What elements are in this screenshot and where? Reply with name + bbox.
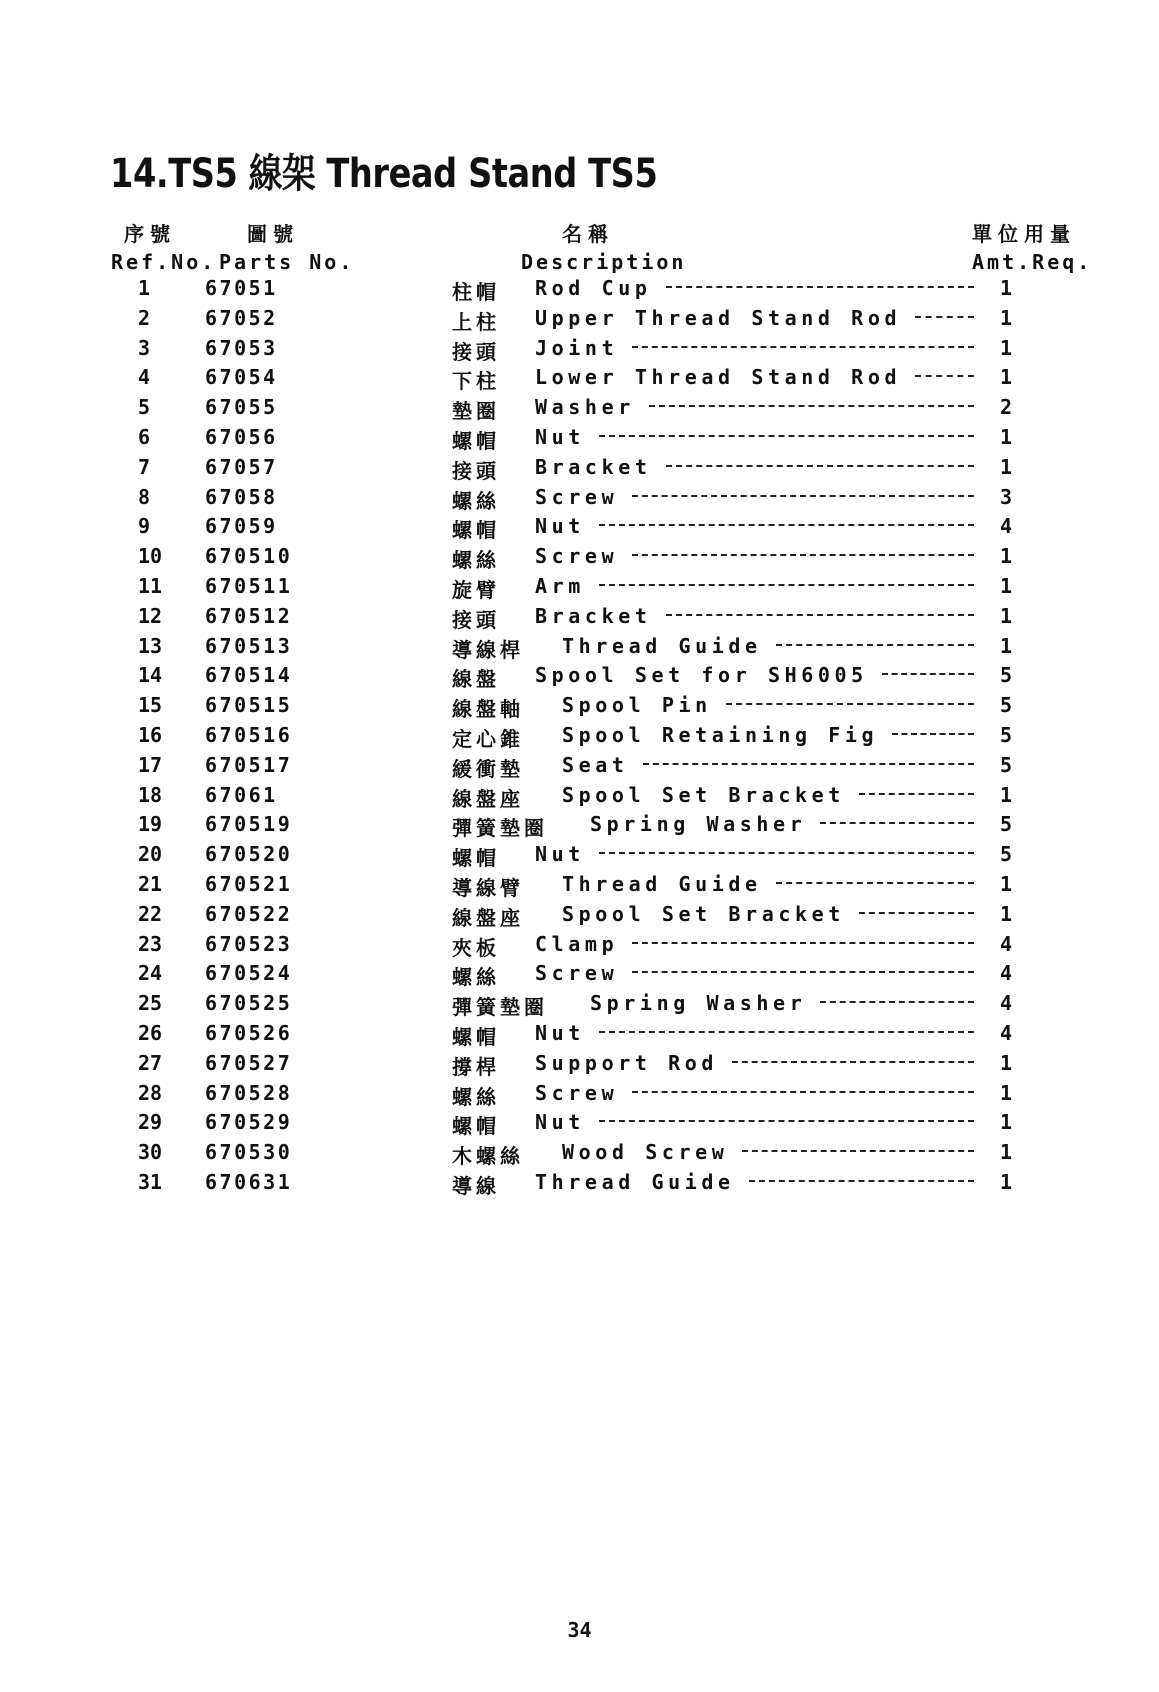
- leader-dashes: [643, 763, 974, 765]
- description: [535, 395, 974, 419]
- part-number: 67058: [205, 484, 278, 509]
- description-text: Joint: [535, 335, 619, 360]
- ref-number: 8: [138, 484, 151, 509]
- chinese-name: 木螺絲: [452, 1144, 524, 1169]
- table-row: [0, 423, 1159, 453]
- description: [535, 276, 974, 300]
- chinese-name: 柱帽: [452, 280, 500, 304]
- part-number: 670528: [205, 1080, 293, 1105]
- description: [535, 336, 974, 360]
- quantity: 1: [1000, 454, 1013, 479]
- description-text: Thread Guide: [562, 633, 762, 658]
- description-text: Spool Set Bracket: [562, 901, 845, 926]
- description: [590, 991, 974, 1015]
- description-text: Spring Washer: [590, 991, 807, 1016]
- description: [535, 1081, 974, 1105]
- part-number: 670519: [205, 812, 293, 837]
- table-row: [0, 483, 1159, 513]
- description-text: Lower Thread Stand Rod: [535, 365, 902, 390]
- ref-number: 3: [138, 335, 151, 360]
- chinese-name: 線盤座: [452, 905, 524, 930]
- description-text: Screw: [535, 1080, 619, 1105]
- part-number: 670526: [205, 1020, 293, 1045]
- description: [590, 812, 974, 836]
- chinese-name: 螺帽: [452, 846, 500, 871]
- description: [562, 753, 974, 777]
- table-row: [0, 542, 1159, 572]
- ref-number: 29: [138, 1110, 163, 1135]
- table-row: [0, 304, 1159, 334]
- quantity: 4: [1000, 991, 1013, 1016]
- part-number: 67053: [205, 335, 278, 360]
- quantity: 4: [1000, 931, 1013, 956]
- description: [535, 932, 974, 956]
- amt-header-cn: 單位用量: [972, 222, 1076, 246]
- quantity: 1: [1000, 1110, 1013, 1135]
- part-number: 67052: [205, 305, 278, 330]
- part-number: 670510: [205, 544, 293, 569]
- ref-number: 2: [138, 305, 151, 330]
- quantity: 5: [1000, 663, 1013, 688]
- description: [535, 604, 974, 628]
- part-number: 670521: [205, 871, 293, 896]
- description: [562, 693, 974, 717]
- ref-number: 17: [138, 752, 163, 777]
- ref-number: 7: [138, 454, 151, 479]
- description: [535, 425, 974, 449]
- ref-number: 27: [138, 1050, 163, 1075]
- table-row: [0, 602, 1159, 632]
- quantity: 1: [1000, 1050, 1013, 1075]
- table-row: [0, 1049, 1159, 1079]
- leader-dashes: [732, 1061, 974, 1063]
- part-number: 67059: [205, 514, 278, 539]
- parts-list: [0, 274, 1159, 1198]
- quantity: 1: [1000, 782, 1013, 807]
- quantity: 4: [1000, 1020, 1013, 1045]
- ref-number: 15: [138, 693, 163, 718]
- table-row: [0, 810, 1159, 840]
- quantity: 1: [1000, 276, 1013, 300]
- description-text: Upper Thread Stand Rod: [535, 305, 902, 330]
- part-number: 670631: [205, 1169, 293, 1194]
- leader-dashes: [776, 882, 974, 884]
- ref-number: 16: [138, 722, 163, 747]
- quantity: 1: [1000, 901, 1013, 926]
- ref-number: 23: [138, 931, 163, 956]
- description-text: Clamp: [535, 931, 619, 956]
- chinese-name: 螺絲: [452, 965, 500, 990]
- part-number: 670515: [205, 693, 293, 718]
- description-text: Nut: [535, 424, 585, 449]
- ref-number: 1: [138, 276, 151, 300]
- description: [562, 902, 974, 926]
- ref-number: 25: [138, 991, 163, 1016]
- leader-dashes: [649, 405, 974, 407]
- description: [535, 1110, 974, 1134]
- part-number: 67061: [205, 782, 278, 807]
- chinese-name: 導線桿: [452, 637, 524, 662]
- part-number: 670517: [205, 752, 293, 777]
- chinese-name: 接頭: [452, 458, 500, 483]
- table-row: [0, 512, 1159, 542]
- part-header-en: Parts No.: [219, 250, 355, 274]
- ref-number: 4: [138, 365, 151, 390]
- part-number: 670523: [205, 931, 293, 956]
- part-number: 67054: [205, 365, 278, 390]
- chinese-name: 接頭: [452, 339, 500, 364]
- leader-dashes: [599, 852, 974, 854]
- description-text: Nut: [535, 1020, 585, 1045]
- chinese-name: 螺帽: [452, 1114, 500, 1139]
- part-number: 670524: [205, 961, 293, 986]
- part-number: 670529: [205, 1110, 293, 1135]
- chinese-name: 螺帽: [452, 1024, 500, 1049]
- part-number: 67056: [205, 424, 278, 449]
- ref-number: 19: [138, 812, 163, 837]
- description-text: Spool Retaining Fig: [562, 722, 879, 747]
- ref-number: 26: [138, 1020, 163, 1045]
- part-number: 670525: [205, 991, 293, 1016]
- part-number: 670520: [205, 842, 293, 867]
- part-number: 670512: [205, 603, 293, 628]
- description: [535, 485, 974, 509]
- description-text: Seat: [562, 752, 629, 777]
- ref-number: 10: [138, 544, 163, 569]
- ref-header-en: Ref.No.: [111, 250, 217, 274]
- description: [562, 872, 974, 896]
- desc-header-cn: 名稱: [562, 222, 614, 246]
- description: [535, 1170, 974, 1194]
- quantity: 2: [1000, 395, 1013, 420]
- part-number: 67055: [205, 395, 278, 420]
- description-text: Nut: [535, 842, 585, 867]
- table-row: [0, 1168, 1159, 1198]
- description: [535, 514, 974, 538]
- leader-dashes: [666, 465, 975, 467]
- quantity: 1: [1000, 544, 1013, 569]
- table-row: [0, 1079, 1159, 1109]
- description-text: Spool Set for SH6005: [535, 663, 868, 688]
- quantity: 1: [1000, 1080, 1013, 1105]
- leader-dashes: [666, 286, 975, 288]
- ref-number: 6: [138, 424, 151, 449]
- chinese-name: 緩衝墊: [452, 756, 524, 781]
- chinese-name: 線盤座: [452, 786, 524, 811]
- quantity: 1: [1000, 1140, 1013, 1165]
- leader-dashes: [882, 673, 974, 675]
- ref-header-cn: 序號: [124, 222, 176, 246]
- leader-dashes: [749, 1180, 974, 1182]
- description-text: Screw: [535, 544, 619, 569]
- ref-number: 18: [138, 782, 163, 807]
- part-number: 670513: [205, 633, 293, 658]
- leader-dashes: [599, 1120, 974, 1122]
- table-row: [0, 1138, 1159, 1168]
- chinese-name: 導線臂: [452, 875, 524, 900]
- table-row: [0, 900, 1159, 930]
- part-number: 670516: [205, 722, 293, 747]
- chinese-name: 接頭: [452, 607, 500, 632]
- chinese-name: 夾板: [452, 935, 500, 960]
- chinese-name: 上柱: [452, 309, 500, 334]
- chinese-name: 定心錐: [452, 726, 524, 751]
- part-number: 670527: [205, 1050, 293, 1075]
- chinese-name: 螺絲: [452, 1084, 500, 1109]
- table-row: [0, 930, 1159, 960]
- description: [535, 1051, 974, 1075]
- ref-number: 24: [138, 961, 163, 986]
- leader-dashes: [632, 942, 974, 944]
- description: [535, 1021, 974, 1045]
- description-text: Rod Cup: [535, 276, 652, 300]
- leader-dashes: [742, 1150, 974, 1152]
- table-row: [0, 751, 1159, 781]
- quantity: 1: [1000, 424, 1013, 449]
- part-number: 670511: [205, 573, 293, 598]
- table-row: [0, 453, 1159, 483]
- description: [535, 306, 974, 330]
- leader-dashes: [632, 1091, 974, 1093]
- chinese-name: 撐桿: [452, 1054, 500, 1079]
- leader-dashes: [859, 793, 974, 795]
- leader-dashes: [915, 316, 974, 318]
- ref-number: 28: [138, 1080, 163, 1105]
- part-number: 67051: [205, 276, 278, 300]
- leader-dashes: [632, 554, 974, 556]
- chinese-name: 彈簧墊圈: [452, 995, 548, 1020]
- description-text: Nut: [535, 514, 585, 539]
- leader-dashes: [820, 822, 974, 824]
- leader-dashes: [632, 971, 974, 973]
- page-number: 34: [567, 1618, 592, 1642]
- description-text: Thread Guide: [535, 1169, 735, 1194]
- table-row: [0, 959, 1159, 989]
- description-text: Bracket: [535, 603, 652, 628]
- ref-number: 5: [138, 395, 151, 420]
- leader-dashes: [859, 912, 974, 914]
- description: [535, 455, 974, 479]
- quantity: 1: [1000, 1169, 1013, 1194]
- part-number: 670522: [205, 901, 293, 926]
- quantity: 5: [1000, 752, 1013, 777]
- description: [535, 961, 974, 985]
- quantity: 5: [1000, 842, 1013, 867]
- leader-dashes: [599, 524, 974, 526]
- leader-dashes: [599, 1031, 974, 1033]
- ref-number: 13: [138, 633, 163, 658]
- part-number: 67057: [205, 454, 278, 479]
- description-text: Bracket: [535, 454, 652, 479]
- leader-dashes: [666, 614, 975, 616]
- description-text: Washer: [535, 395, 635, 420]
- quantity: 5: [1000, 722, 1013, 747]
- table-row: [0, 363, 1159, 393]
- table-row: [0, 572, 1159, 602]
- ref-number: 20: [138, 842, 163, 867]
- description-text: Spring Washer: [590, 812, 807, 837]
- leader-dashes: [726, 703, 974, 705]
- table-row: [0, 632, 1159, 662]
- description: [535, 365, 974, 389]
- chinese-name: 導線: [452, 1173, 500, 1198]
- amt-header-en: Amt.Req.: [972, 250, 1093, 274]
- description-text: Spool Pin: [562, 693, 712, 718]
- description: [535, 574, 974, 598]
- leader-dashes: [599, 435, 974, 437]
- chinese-name: 墊圈: [452, 399, 500, 424]
- description-text: Arm: [535, 573, 585, 598]
- leader-dashes: [892, 733, 974, 735]
- quantity: 1: [1000, 573, 1013, 598]
- chinese-name: 旋臂: [452, 577, 500, 602]
- table-row: [0, 691, 1159, 721]
- description: [562, 634, 974, 658]
- table-row: [0, 1108, 1159, 1138]
- leader-dashes: [776, 644, 974, 646]
- table-row: [0, 274, 1159, 304]
- table-row: [0, 840, 1159, 870]
- quantity: 3: [1000, 484, 1013, 509]
- page-title: 14.TS5 線架 Thread Stand TS5: [110, 151, 658, 197]
- ref-number: 30: [138, 1140, 163, 1165]
- chinese-name: 線盤: [452, 667, 500, 692]
- table-row: [0, 393, 1159, 423]
- ref-number: 9: [138, 514, 151, 539]
- table-row: [0, 1019, 1159, 1049]
- quantity: 5: [1000, 812, 1013, 837]
- description: [535, 663, 974, 687]
- description: [562, 783, 974, 807]
- quantity: 1: [1000, 603, 1013, 628]
- chinese-name: 螺絲: [452, 548, 500, 573]
- part-number: 670514: [205, 663, 293, 688]
- ref-number: 31: [138, 1169, 163, 1194]
- chinese-name: 下柱: [452, 369, 500, 394]
- leader-dashes: [915, 375, 974, 377]
- description-text: Screw: [535, 484, 619, 509]
- description-text: Nut: [535, 1110, 585, 1135]
- table-row: [0, 870, 1159, 900]
- ref-number: 14: [138, 663, 163, 688]
- description: [535, 842, 974, 866]
- part-header-cn: 圖號: [247, 222, 299, 246]
- table-row: [0, 661, 1159, 691]
- chinese-name: 彈簧墊圈: [452, 816, 548, 841]
- chinese-name: 螺帽: [452, 518, 500, 543]
- quantity: 1: [1000, 633, 1013, 658]
- quantity: 1: [1000, 335, 1013, 360]
- chinese-name: 螺帽: [452, 428, 500, 453]
- description-text: Support Rod: [535, 1050, 719, 1075]
- table-row: [0, 781, 1159, 811]
- ref-number: 11: [138, 573, 163, 598]
- ref-number: 21: [138, 871, 163, 896]
- quantity: 5: [1000, 693, 1013, 718]
- quantity: 1: [1000, 365, 1013, 390]
- description-text: Thread Guide: [562, 871, 762, 896]
- quantity: 4: [1000, 961, 1013, 986]
- leader-dashes: [632, 346, 974, 348]
- quantity: 4: [1000, 514, 1013, 539]
- quantity: 1: [1000, 305, 1013, 330]
- table-row: [0, 721, 1159, 751]
- desc-header-en: Description: [521, 250, 687, 274]
- description-text: Screw: [535, 961, 619, 986]
- chinese-name: 螺絲: [452, 488, 500, 513]
- leader-dashes: [820, 1001, 974, 1003]
- quantity: 1: [1000, 871, 1013, 896]
- description: [562, 1140, 974, 1164]
- description: [562, 723, 974, 747]
- description-text: Spool Set Bracket: [562, 782, 845, 807]
- table-row: [0, 989, 1159, 1019]
- description: [535, 544, 974, 568]
- chinese-name: 線盤軸: [452, 697, 524, 722]
- ref-number: 12: [138, 603, 163, 628]
- table-row: [0, 334, 1159, 364]
- ref-number: 22: [138, 901, 163, 926]
- leader-dashes: [599, 584, 974, 586]
- leader-dashes: [632, 495, 974, 497]
- description-text: Wood Screw: [562, 1140, 729, 1165]
- part-number: 670530: [205, 1140, 293, 1165]
